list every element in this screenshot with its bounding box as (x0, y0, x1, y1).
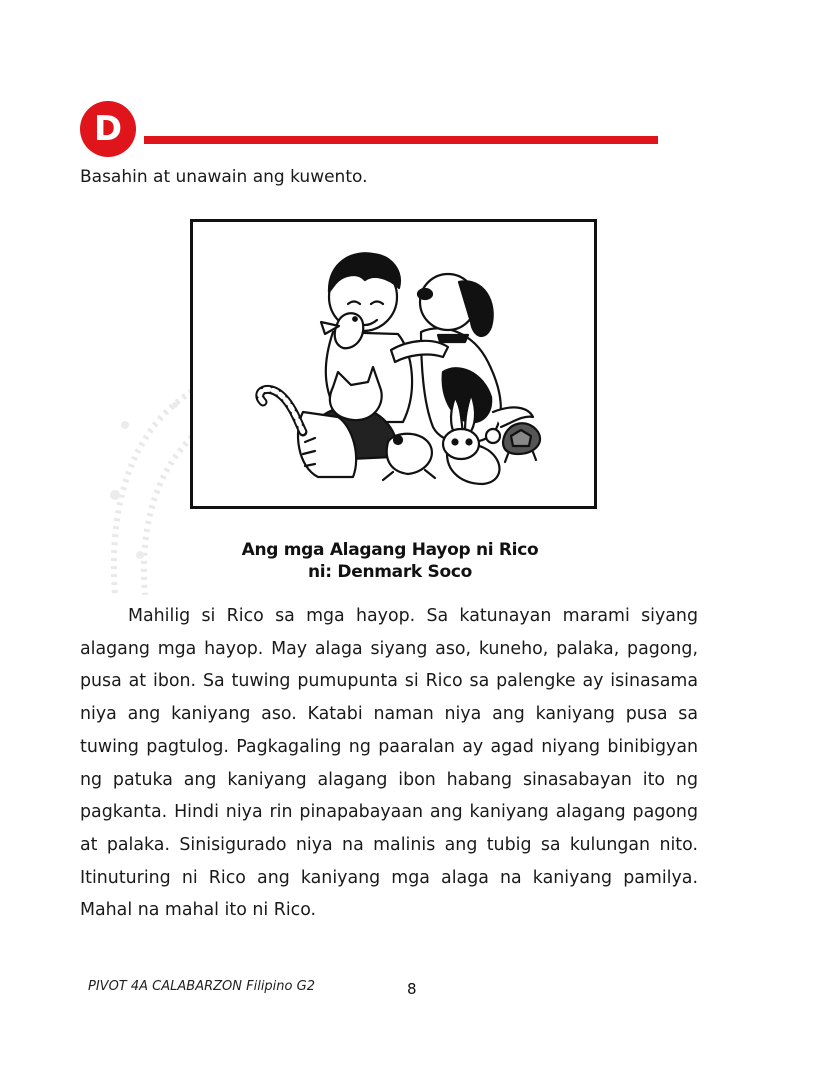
story-title: Ang mga Alagang Hayop ni Rico (241, 540, 539, 560)
footer-label: PIVOT 4A CALABARZON Filipino G2 (88, 979, 315, 994)
story-illustration (190, 219, 597, 509)
turtle-head (486, 429, 500, 443)
page-number: 8 (407, 980, 417, 998)
section-letter: D (93, 109, 123, 149)
instruction-text: Basahin at unawain ang kuwento. (80, 167, 368, 187)
story-author: ni: Denmark Soco (307, 562, 473, 582)
section-divider (144, 136, 658, 144)
story-body (80, 600, 698, 927)
pets-illustration-image (193, 222, 594, 506)
section-badge (80, 101, 136, 157)
story-paragraph: Mahilig si Rico sa mga hayop. Sa katunayan marami siyang alagang mga hayop. May alaga siyang aso, kuneho, palaka, pagong, pusa at ibon. Sa tuwing pumupunta si Rico sa palengke ay isinasama niya ang kaniyang aso. Katabi naman niya ang kaniyang pusa sa tuwing pagtulog. Pagkagaling ng paaralan ay agad niyang binibigyan ng patuka ang kaniyang alagang ibon habang sinasabayan ito ng pagkanta. Hindi niya rin pinapabayaan ang kaniyang alagang pagong at palaka. Sinisigurado niya na malinis ang tubig sa kulungan nito. Itinuturing ni Rico ang kaniyang mga alaga na kaniyang pamilya. Mahal na mahal ito ni Rico. (80, 606, 698, 921)
rabbit-head (443, 429, 479, 459)
